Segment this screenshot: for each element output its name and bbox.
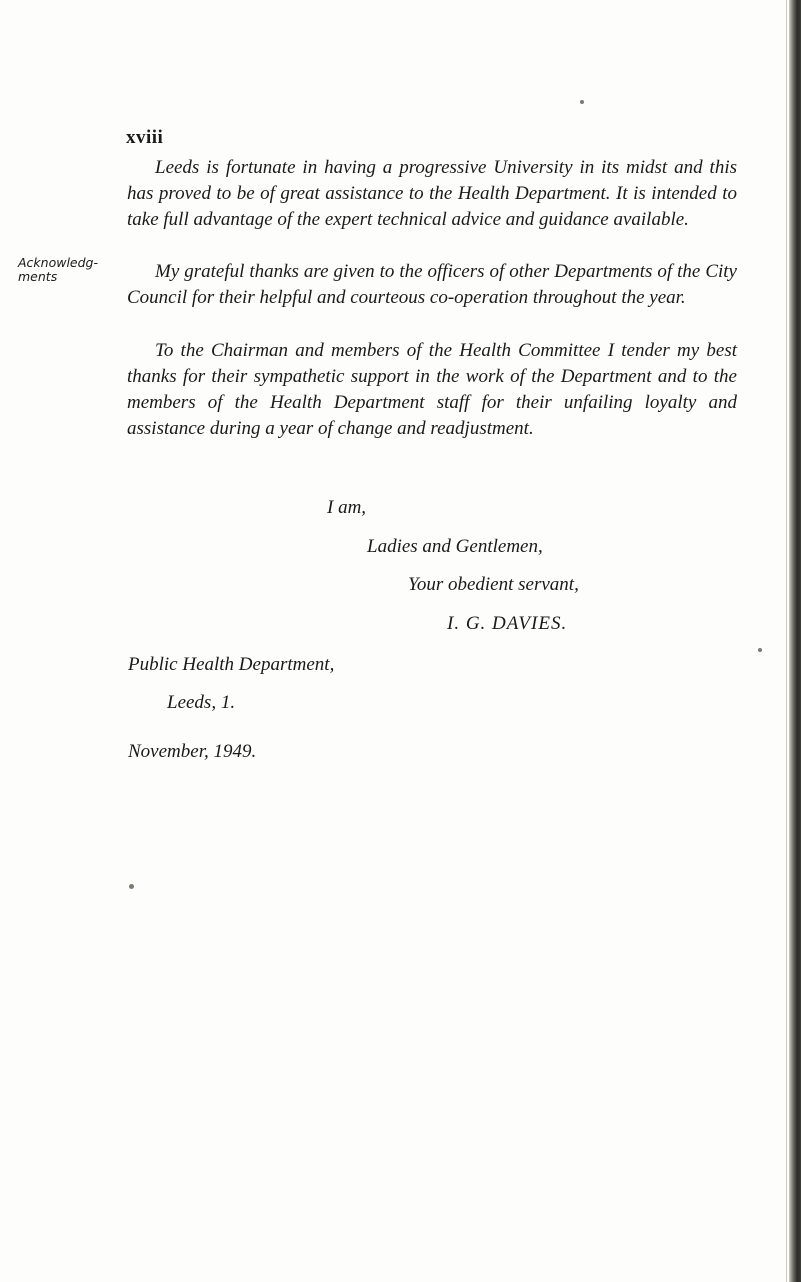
paragraph-thanks-departments — [127, 259, 737, 311]
margin-note-text: Acknowledg- ments — [18, 255, 98, 284]
address-line-1: Public Health Department, — [128, 654, 335, 675]
closing-servant: Your obedient servant, — [408, 574, 579, 595]
paragraph-text: Leeds is fortunate in having a progressive University in its midst and this has proved to be of great assistance to the Health Department. It is intended to take full advantage of the expert technical advice and guidance available. — [127, 157, 737, 230]
print-speck — [129, 884, 134, 889]
margin-note-acknowledgments — [18, 256, 118, 284]
letter-date: November, 1949. — [128, 741, 257, 762]
signatory-name: I. G. DAVIES. — [447, 613, 568, 634]
paragraph-text: My grateful thanks are given to the officers of other Departments of the City Council for their helpful and courteous co-operation throughout the year. — [127, 261, 737, 308]
paragraph-text: To the Chairman and members of the Health Committee I tender my best thanks for their sympathetic support in the work of the Department and to the members of the Health Department staff for their unfailing loyalty and assistance during a year of change and readjustment. — [127, 340, 737, 439]
binding-line — [786, 0, 787, 1282]
binding-edge — [789, 0, 801, 1282]
print-speck — [758, 648, 762, 652]
paragraph-university — [127, 155, 737, 233]
address-line-2: Leeds, 1. — [167, 692, 236, 713]
page-number: xviii — [126, 127, 164, 148]
closing-salutation: Ladies and Gentlemen, — [367, 536, 543, 557]
closing-i-am: I am, — [327, 497, 367, 518]
paragraph-thanks-committee — [127, 338, 737, 442]
print-speck — [580, 100, 584, 104]
